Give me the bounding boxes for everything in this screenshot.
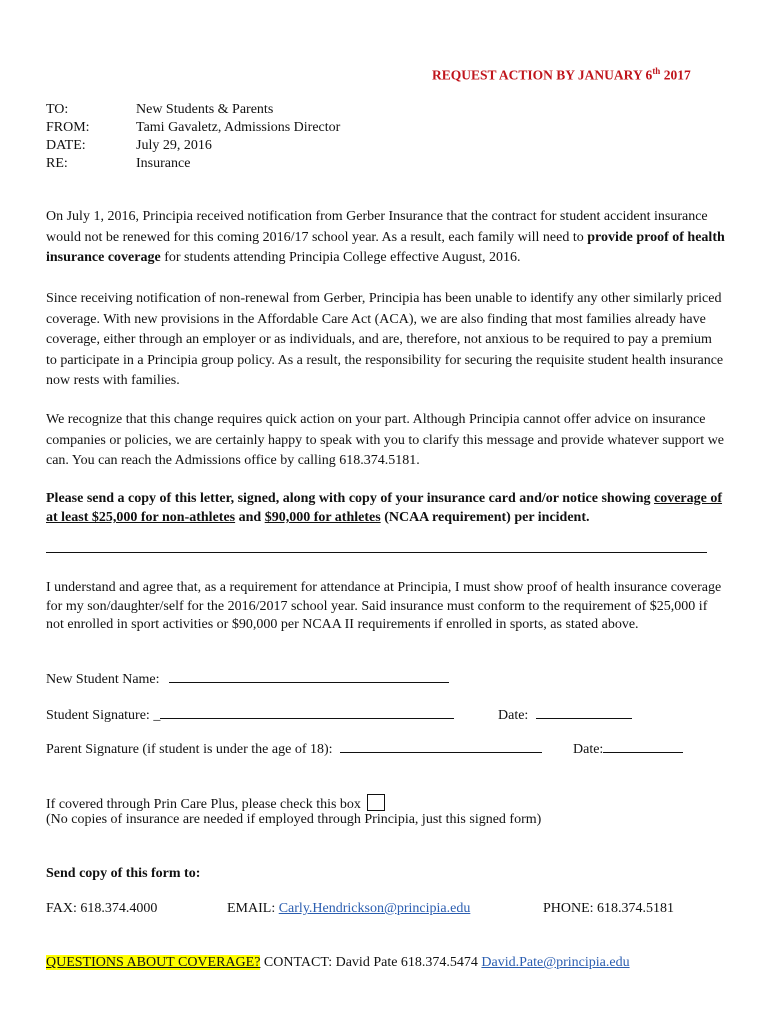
student-name-label: New Student Name: [46, 672, 160, 687]
prin-care-note: (No copies of insurance are needed if employed through Principia, just this signed form) [46, 812, 542, 827]
student-signature-field[interactable] [160, 706, 454, 719]
phone-number: PHONE: 618.374.5181 [543, 901, 675, 916]
memo-to [46, 101, 340, 119]
student-name-field[interactable] [169, 670, 449, 683]
fax-number: FAX: 618.374.4000 [46, 901, 158, 916]
questions-row [46, 955, 630, 971]
memo-value: New Students & Parents [136, 102, 274, 117]
parent-signature-row [46, 740, 542, 758]
questions-highlight: QUESTIONS ABOUT COVERAGE? [46, 955, 261, 970]
questions-email-link[interactable]: David.Pate@principia.edu [481, 955, 630, 970]
prin-care-row [46, 794, 385, 813]
memo-value: Tami Gavaletz, Admissions Director [136, 120, 341, 135]
paragraph-notification: On July 1, 2016, Principia received notification from Gerber Insurance that the contract for student accident insurance would not be renewed for this coming 2016/17 school year. As a result, each family will need to provide proof of health insurance coverage for students attending Principia College effective August, 2016. [46, 209, 725, 265]
student-signature-row [46, 706, 454, 724]
parent-signature-field[interactable] [340, 740, 542, 753]
parent-date-label: Date: [573, 742, 604, 757]
prin-care-label: If covered through Prin Care Plus, please check this box [46, 797, 361, 812]
memo-value: July 29, 2016 [136, 138, 212, 153]
student-name-row [46, 670, 449, 688]
parent-date-row [573, 740, 683, 758]
memo-label: TO: [46, 102, 69, 117]
paragraph-support: We recognize that this change requires quick action on your part. Although Principia cannot offer advice on insurance companies or policies, we are certainly happy to speak with you to clarify this message and provide whatever support we can. You can reach the Admissions office by calling 618.374.5181. [46, 412, 725, 468]
student-date-field[interactable] [536, 706, 632, 719]
memo-value: Insurance [136, 156, 191, 171]
email-row [227, 901, 470, 917]
parent-signature-label: Parent Signature (if student is under the age of 18): [46, 742, 333, 757]
student-signature-label: Student Signature: _ [46, 708, 161, 723]
memo-label: RE: [46, 156, 68, 171]
memo-date [46, 137, 340, 155]
paragraph-non-renewal: Since receiving notification of non-renewal from Gerber, Principia has been unable to identify any other similarly priced coverage. With new provisions in the Affordable Care Act (ACA), we are also finding that most families already have coverage, either through an employer or as individuals, and are, therefore, not anxious to be required to pay a premium to participate in a Principia group policy. As a result, the responsibility for securing the requisite student health insurance now rests with families. [46, 291, 724, 388]
email-label: EMAIL: [227, 901, 279, 916]
send-heading: Send copy of this form to: [46, 866, 201, 881]
memo-label: DATE: [46, 138, 86, 153]
agreement-text: I understand and agree that, as a requirement for attendance at Principia, I must show proof of health insurance coverage for my son/daughter/self for the 2016/2017 school year. Said insurance must conform to the requirement of $25,000 if not enrolled in sport activities or $90,000 per NCAA II requirements if enrolled in sports, as stated above. [46, 580, 722, 632]
questions-contact: CONTACT: David Pate 618.374.5474 [260, 955, 482, 970]
memo-re [46, 155, 340, 173]
request-instructions: Please send a copy of this letter, signed, along with copy of your insurance card and/or notice showing coverage of at least $25,000 for non-athletes and $90,000 for athletes (NCAA requirement) per incident. [46, 491, 723, 525]
prin-care-checkbox[interactable] [367, 794, 385, 811]
request-action-banner: REQUEST ACTION BY JANUARY 6th 2017 [432, 66, 691, 83]
email-link[interactable]: Carly.Hendrickson@principia.edu [278, 901, 471, 916]
student-date-label: Date: [498, 708, 529, 723]
parent-date-field[interactable] [603, 740, 683, 753]
emphasis-proof-of-insurance: provide proof of health insurance coverage [46, 229, 725, 265]
memo-label: FROM: [46, 120, 90, 135]
student-date-row [498, 706, 632, 724]
divider [46, 552, 707, 553]
memo-from [46, 119, 340, 137]
memo-header [46, 101, 340, 173]
